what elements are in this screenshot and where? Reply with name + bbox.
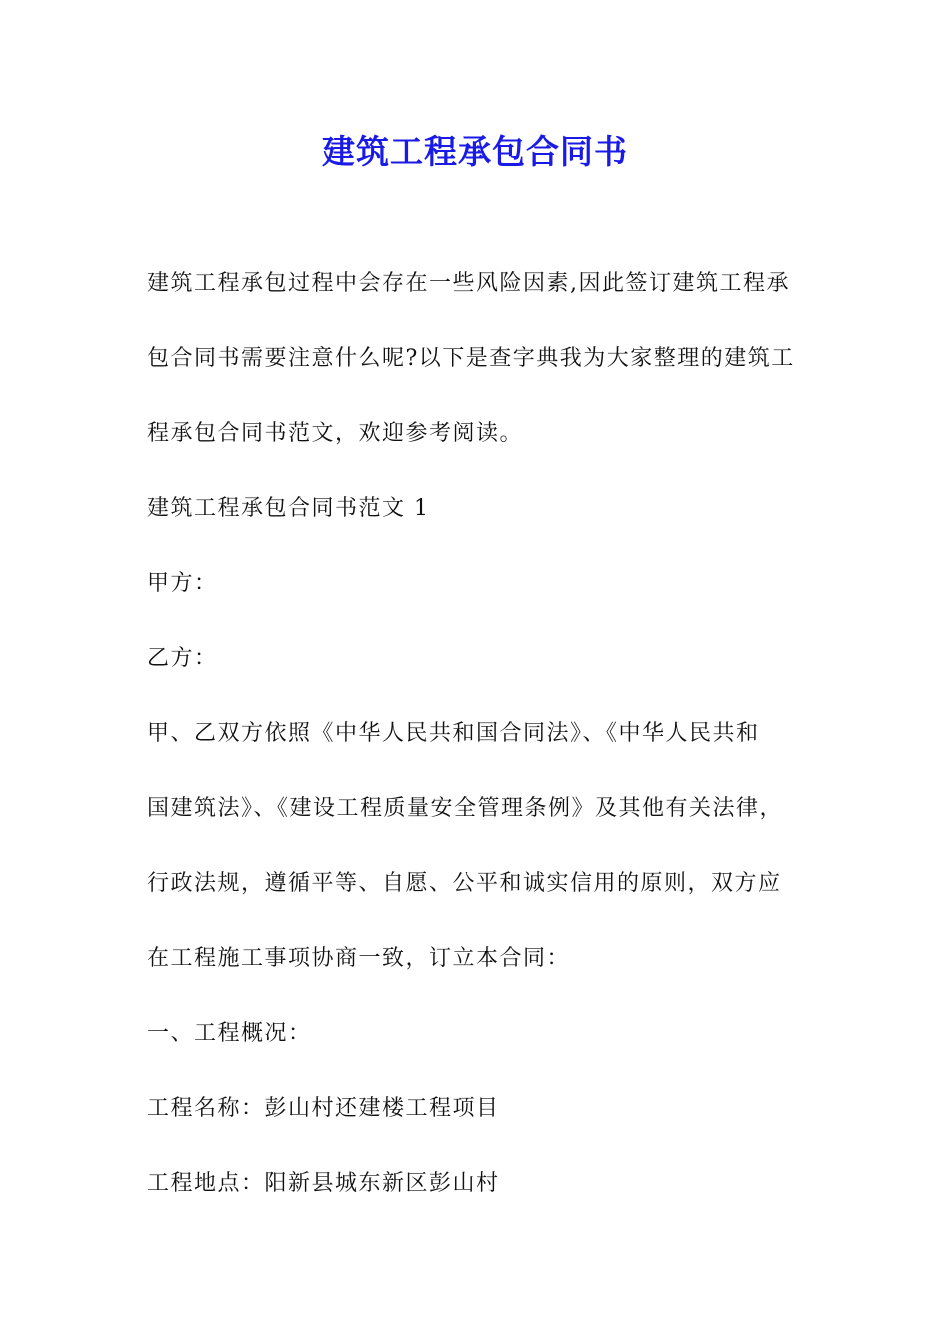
clause-heading: 一、工程概况：: [147, 1021, 312, 1046]
agreement-line-3: 行政法规，遵循平等、自愿、公平和诚实信用的原则，双方应: [147, 871, 782, 896]
party-b-label: 乙方：: [147, 646, 218, 671]
project-location: 工程地点：阳新县城东新区彭山村: [147, 1171, 500, 1196]
section-heading: 建筑工程承包合同书范文 1: [147, 496, 430, 521]
agreement-line-2: 国建筑法》、《建设工程质量安全管理条例》及其他有关法律，: [147, 796, 784, 821]
intro-line-2: 包合同书需要注意什么呢?以下是查字典我为大家整理的建筑工: [147, 346, 795, 371]
intro-line-3: 程承包合同书范文，欢迎参考阅读。: [147, 421, 524, 446]
agreement-line-4: 在工程施工事项协商一致，订立本合同：: [147, 946, 571, 971]
project-name: 工程名称：彭山村还建楼工程项目: [147, 1096, 500, 1121]
intro-line-1: 建筑工程承包过程中会存在一些风险因素,因此签订建筑工程承: [147, 271, 790, 296]
party-a-label: 甲方：: [147, 571, 218, 596]
document-title: 建筑工程承包合同书: [322, 132, 628, 171]
agreement-line-1: 甲、乙双方依照《中华人民共和国合同法》、《中华人民共和: [147, 721, 760, 746]
